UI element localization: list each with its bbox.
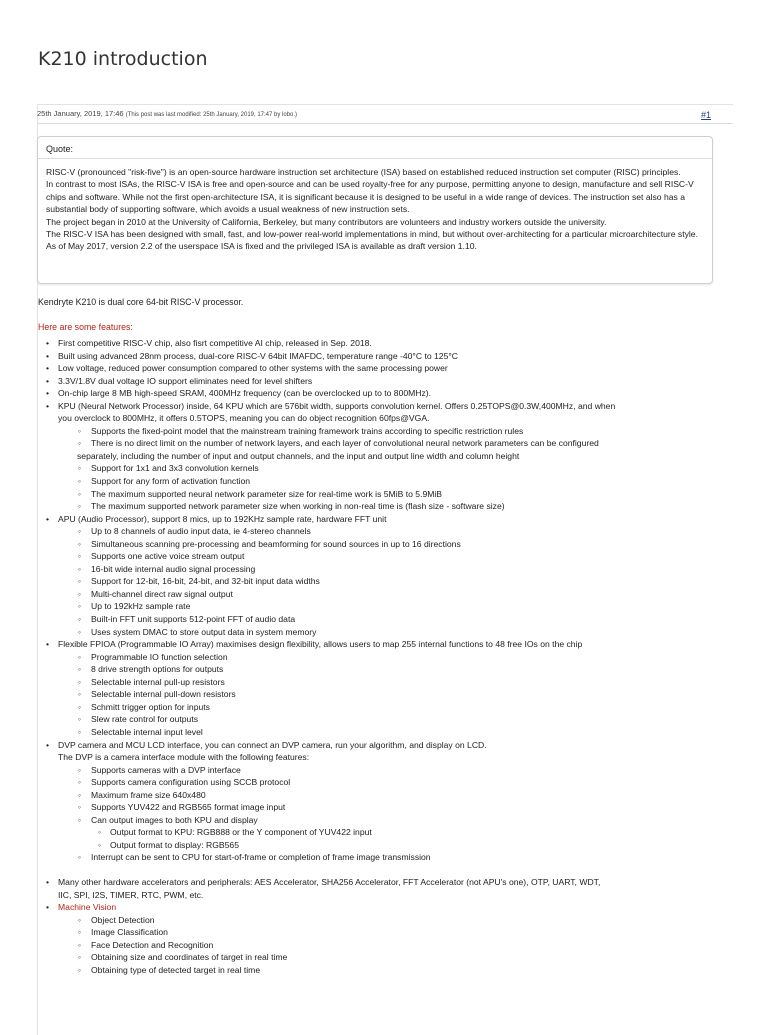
- kpu-subitem: ◦ There is no direct limit on the number of network layers, and each layer of convolutional neural network parameters can be configured: [0, 437, 720, 450]
- feature-item-machine-vision: [0, 901, 720, 914]
- apu-subitem: ◦ Support for 12-bit, 16-bit, 24-bit, and 32-bit input data widths: [0, 575, 720, 588]
- quote-paragraph: RISC-V (pronounced "risk-five") is an open-source hardware instruction set architecture (ISA) based on established reduced instruction set computer (RISC) principles.: [46, 167, 681, 177]
- quote-body: [46, 166, 708, 253]
- quote-paragraph: The RISC-V ISA has been designed with small, fast, and low-power real-world implementations in mind, but without over-architecting for a particular microarchitecture style.: [46, 229, 698, 240]
- feature-item-dvp: • DVP camera and MCU LCD interface, you can connect an DVP camera, run your algorithm, and display on LCD.: [0, 739, 720, 752]
- post-modified-note: (This post was last modified: 25th January, 2019, 17:47 by lobo.): [125, 112, 298, 118]
- list-spacer: [0, 864, 720, 876]
- apu-subitem: ◦ Multi-channel direct raw signal output: [0, 588, 720, 601]
- apu-subitem: ◦ Simultaneous scanning pre-processing and beamforming for sound sources in up to 16 directions: [0, 538, 720, 551]
- machine-vision-subitem: ◦ Obtaining size and coordinates of target in real time: [0, 951, 720, 964]
- apu-subitem: ◦ Uses system DMAC to store output data in system memory: [0, 626, 720, 639]
- dvp-subitem: ◦ Interrupt can be sent to CPU for start-of-frame or completion of frame image transmission: [0, 851, 720, 864]
- feature-item-accelerators: • Many other hardware accelerators and peripherals: AES Accelerator, SHA256 Accelerator, FFT Accelerator (not APU's one), OTP, UART, WDT,: [0, 876, 720, 889]
- fpioa-subitem: ◦ Programmable IO function selection: [0, 651, 720, 664]
- features-heading: Here are some features:: [38, 322, 133, 332]
- feature-item-fpioa: • Flexible FPIOA (Programmable IO Array) maximises design flexibility, allows users to map 255 internal functions to 48 free IOs on the chip: [0, 638, 720, 651]
- quote-divider: [38, 158, 712, 159]
- kpu-subitem-continued: separately, including the number of input and output channels, and the input and output line width and column height: [77, 450, 520, 461]
- feature-item: • Built using advanced 28nm process, dual-core RISC-V 64bit IMAFDC, temperature range -40°C to 125°C: [0, 350, 720, 363]
- post-divider: [37, 123, 733, 124]
- quote-block: [37, 136, 713, 284]
- kpu-subitem: ◦ Supports the fixed-point model that the mainstream training framework trains according to specific restriction rules: [0, 425, 720, 438]
- dvp-description: The DVP is a camera interface module with the following features:: [58, 752, 310, 763]
- feature-item-kpu-continued: you overclock to 800MHz, it offers 0.5TOPS, meaning you can do object recognition 60fps@VGA.: [58, 413, 430, 424]
- dvp-subitem: ◦ Can output images to both KPU and display: [0, 814, 720, 827]
- dvp-subitem: ◦ Supports camera configuration using SCCB protocol: [0, 776, 720, 789]
- feature-item-accelerators-continued: IIC, SPI, I2S, TIMER, RTC, PWM, etc.: [58, 889, 204, 900]
- fpioa-subitem: ◦ Slew rate control for outputs: [0, 713, 720, 726]
- machine-vision-subitem: ◦ Image Classification: [0, 926, 720, 939]
- kpu-subitem: ◦ The maximum supported network parameter size when working in non-real time is (flash size - software size): [0, 500, 720, 513]
- feature-item: • 3.3V/1.8V dual voltage IO support eliminates need for level shifters: [0, 375, 720, 388]
- quote-paragraph: As of May 2017, version 2.2 of the userspace ISA is fixed and the privileged ISA is available as draft version 1.10.: [46, 241, 477, 252]
- dvp-subitem: ◦ Supports YUV422 and RGB565 format image input: [0, 801, 720, 814]
- features-list: [0, 337, 720, 976]
- intro-text: Kendryte K210 is dual core 64-bit RISC-V processor.: [38, 297, 244, 307]
- machine-vision-subitem: ◦ Face Detection and Recognition: [0, 939, 720, 952]
- quote-paragraph: In contrast to most ISAs, the RISC-V ISA is free and open-source and can be used royalty-free for any purpose, permitting anyone to design, manufacture and sell RISC-V chips and software. While not the first open-architecture ISA, it is significant because it is designed to be useful in a wide range of devices. The instruction set also has a substantial body of supporting software, which avoids a usual weakness of new instruction sets.: [46, 179, 694, 215]
- post-meta: [37, 109, 297, 118]
- kpu-subitem: ◦ The maximum supported neural network parameter size for real-time work is 5MiB to 5.9MiB: [0, 488, 720, 501]
- post-timestamp: 25th January, 2019, 17:46: [37, 109, 124, 118]
- dvp-subitem: ◦ Maximum frame size 640x480: [0, 789, 720, 802]
- machine-vision-subitem: ◦ Object Detection: [0, 914, 720, 927]
- quote-paragraph: The project began in 2010 at the University of California, Berkeley, but many contributors are volunteers and industry workers outside the university.: [46, 216, 607, 227]
- feature-item: • First competitive RISC-V chip, also fisrt competitive AI chip, released in Sep. 2018.: [0, 337, 720, 350]
- feature-item: • On-chip large 8 MB high-speed SRAM, 400MHz frequency (can be overclocked up to to 800MHz).: [0, 387, 720, 400]
- machine-vision-link[interactable]: Machine Vision: [58, 902, 117, 913]
- apu-subitem: ◦ Up to 192kHz sample rate: [0, 600, 720, 613]
- dvp-output-item: ◦ Output format to display: RGB565: [0, 839, 720, 852]
- post-number-link[interactable]: #1: [701, 110, 712, 120]
- fpioa-subitem: ◦ 8 drive strength options for outputs: [0, 663, 720, 676]
- fpioa-subitem: ◦ Selectable internal pull-up resistors: [0, 676, 720, 689]
- kpu-subitem: ◦ Support for any form of activation function: [0, 475, 720, 488]
- dvp-subitem: ◦ Supports cameras with a DVP interface: [0, 764, 720, 777]
- fpioa-subitem: ◦ Schmitt trigger option for inputs: [0, 701, 720, 714]
- machine-vision-subitem: ◦ Obtaining type of detected target in real time: [0, 964, 720, 977]
- quote-label: Quote:: [46, 144, 74, 154]
- apu-subitem: ◦ Built-in FFT unit supports 512-point FFT of audio data: [0, 613, 720, 626]
- fpioa-subitem: ◦ Selectable internal input level: [0, 726, 720, 739]
- feature-item: • Low voltage, reduced power consumption compared to other systems with the same processing power: [0, 362, 720, 375]
- feature-item-apu: • APU (Audio Processor), support 8 mics, up to 192KHz sample rate, hardware FFT unit: [0, 513, 720, 526]
- feature-item-kpu: • KPU (Neural Network Processor) inside, 64 KPU which are 576bit width, supports convolution kernel. Offers 0.25TOPS@0.3W,400MHz, and when: [0, 400, 720, 413]
- apu-subitem: ◦ Up to 8 channels of audio input data, ie 4-stereo channels: [0, 525, 720, 538]
- kpu-subitem: ◦ Support for 1x1 and 3x3 convolution kernels: [0, 462, 720, 475]
- dvp-output-item: ◦ Output format to KPU: RGB888 or the Y component of YUV422 input: [0, 826, 720, 839]
- apu-subitem: ◦ 16-bit wide internal audio signal processing: [0, 563, 720, 576]
- page-title: K210 introduction: [38, 48, 208, 70]
- fpioa-subitem: ◦ Selectable internal pull-down resistors: [0, 688, 720, 701]
- apu-subitem: ◦ Supports one active voice stream output: [0, 550, 720, 563]
